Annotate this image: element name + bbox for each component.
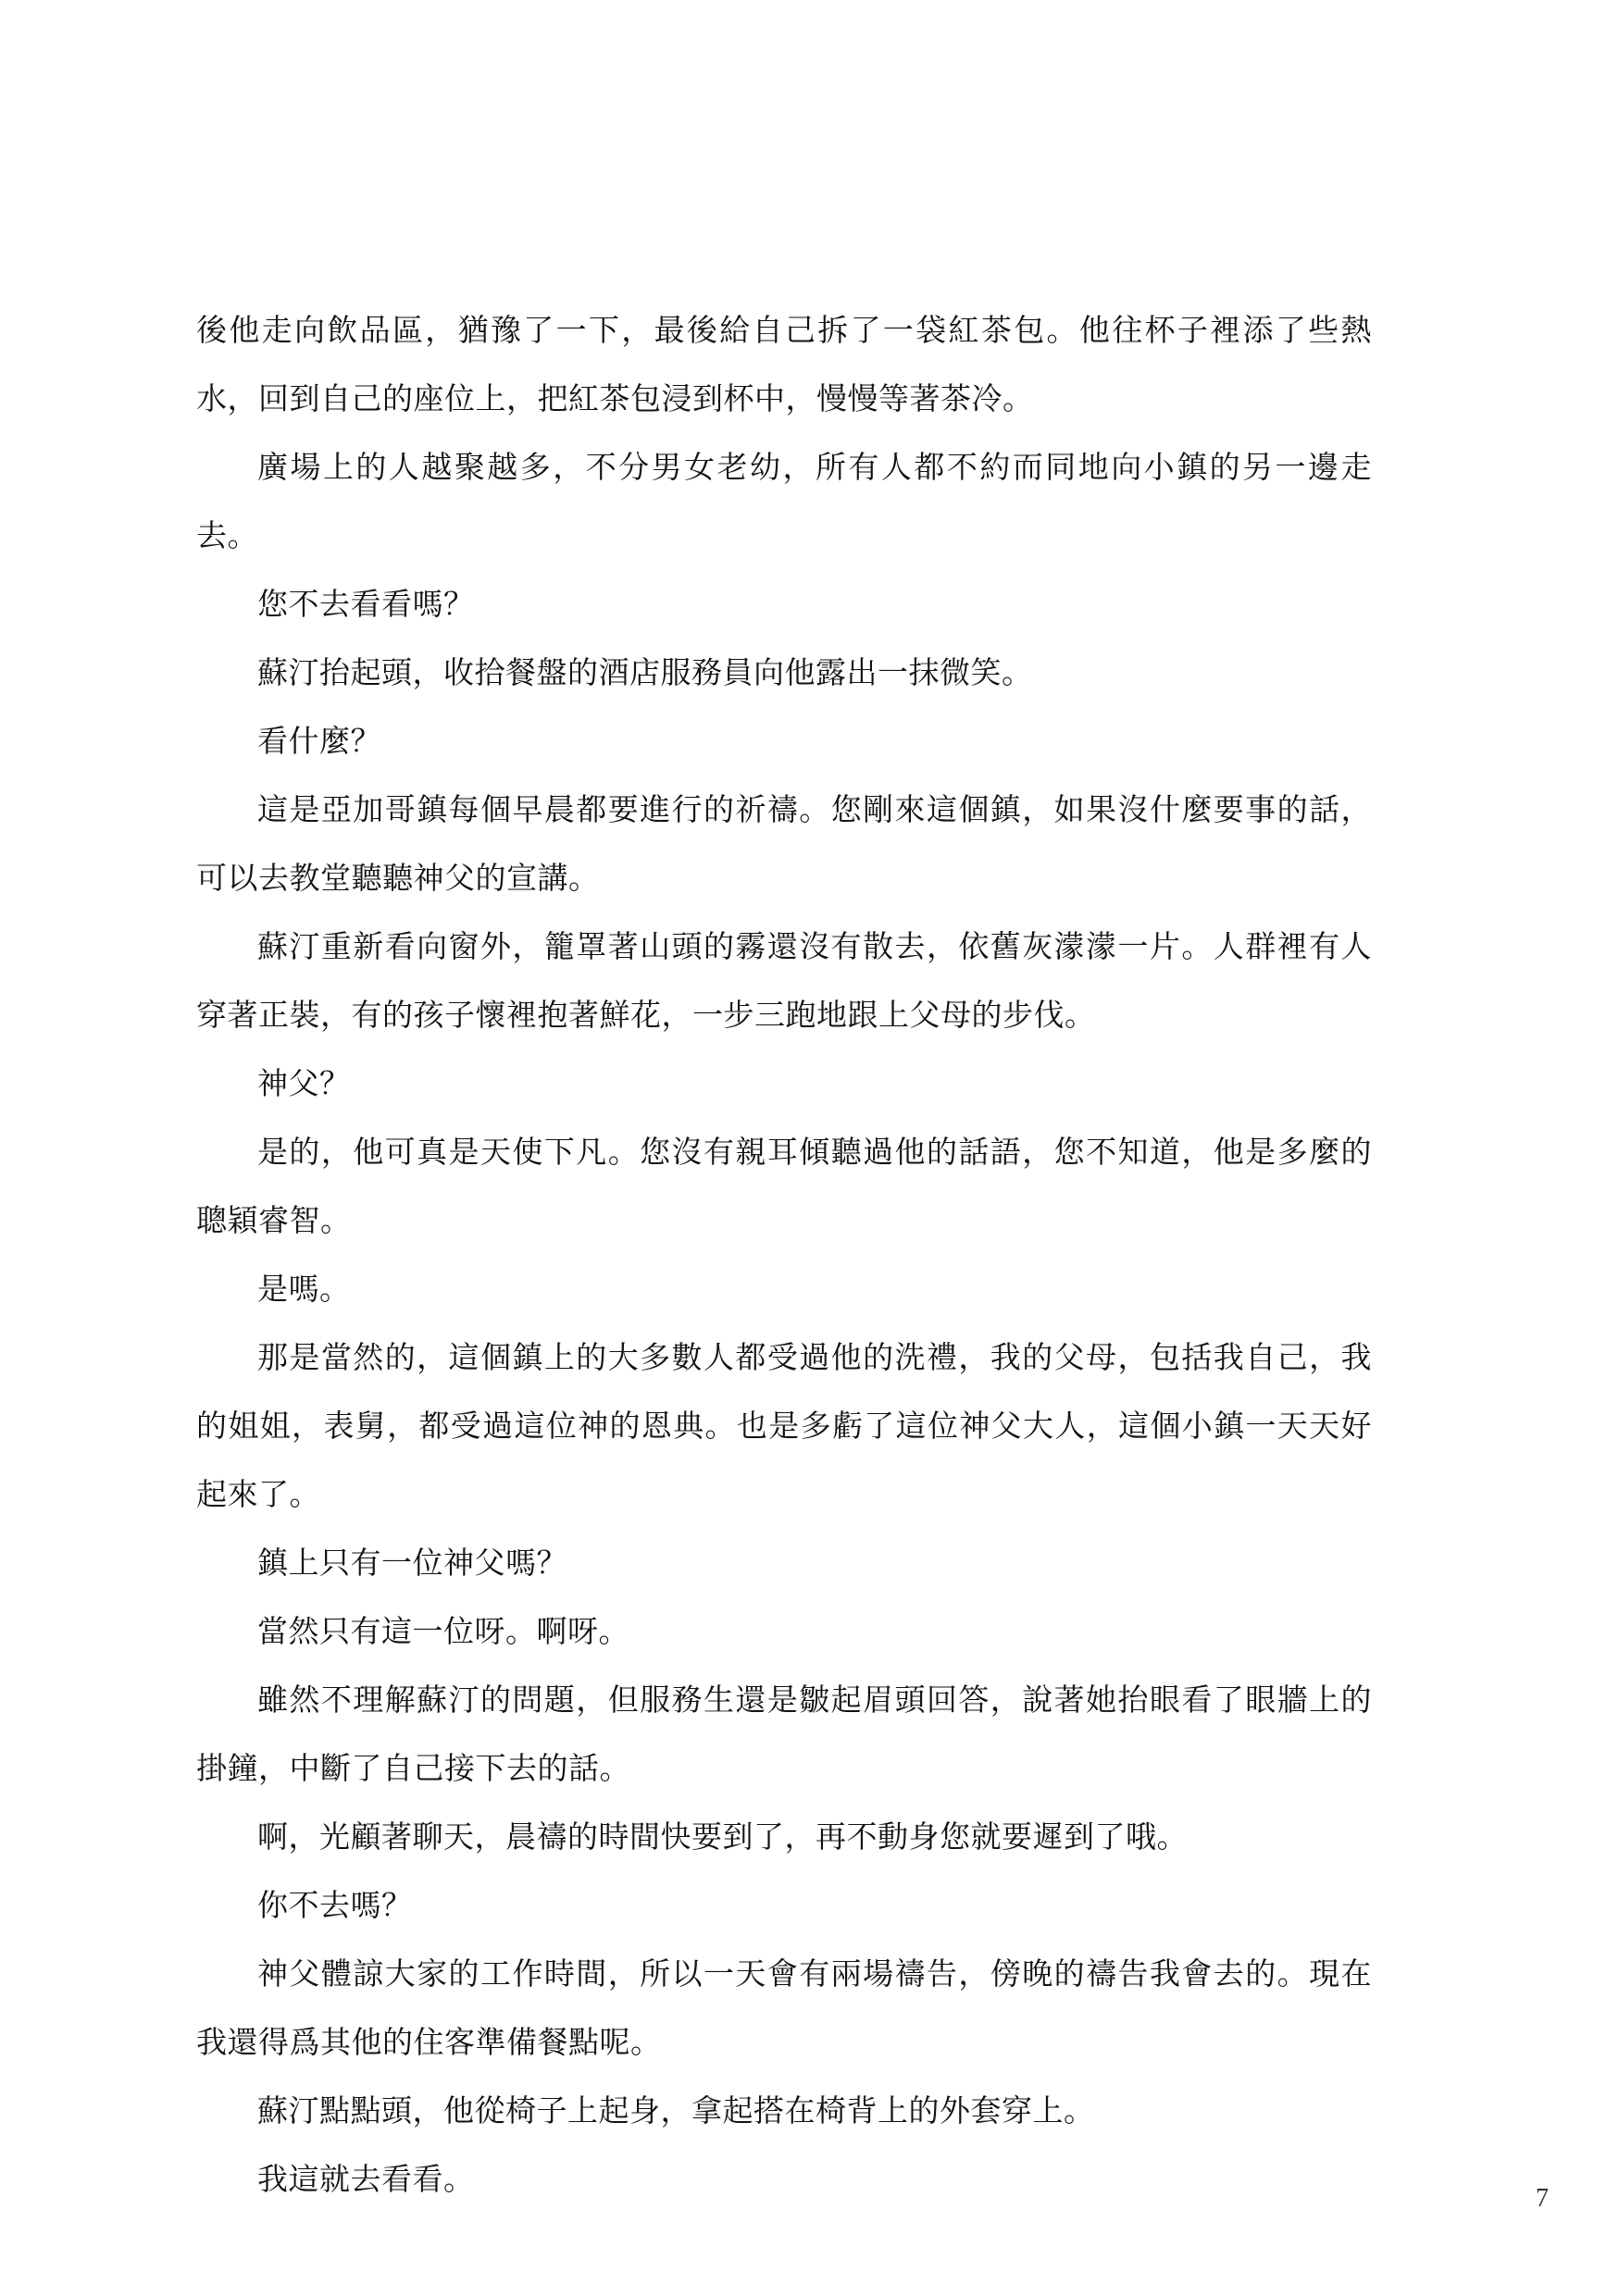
paragraph: 那是當然的，這個鎮上的大多數人都受過他的洗禮，我的父母，包括我自己，我的姐姐，表舅，都受過這位神的恩典。也是多虧了這位神父大人，這個小鎮一天天好起來了。: [196, 1339, 1372, 1512]
paragraph: 後他走向飲品區，猶豫了一下，最後給自己拆了一袋紅茶包。他往杯子裡添了些熱水，回到自己的座位上，把紅茶包浸到杯中，慢慢等著茶冷。: [196, 312, 1372, 416]
paragraph: 蘇汀點點頭，他從椅子上起身，拿起搭在椅背上的外套穿上。: [257, 2092, 1095, 2128]
paragraph: 我這就去看看。: [257, 2161, 475, 2197]
paragraph: 雖然不理解蘇汀的問題，但服務生還是皺起眉頭回答，說著她抬眼看了眼牆上的掛鐘，中斷了自己接下去的話。: [196, 1682, 1372, 1786]
page-number: 7: [1536, 2184, 1549, 2213]
paragraph: 你不去嗎？: [257, 1887, 413, 1923]
paragraph: 啊，光顧著聊天，晨禱的時間快要到了，再不動身您就要遲到了哦。: [257, 1818, 1188, 1855]
paragraph: 當然只有這一位呀。啊呀。: [257, 1613, 629, 1649]
page-body: [196, 296, 1372, 2214]
paragraph: 是嗎。: [257, 1271, 351, 1307]
paragraph: 是的，他可真是天使下凡。您沒有親耳傾聽過他的話語，您不知道，他是多麼的聰穎睿智。: [196, 1134, 1372, 1238]
paragraph: 廣場上的人越聚越多，不分男女老幼，所有人都不約而同地向小鎮的另一邊走去。: [196, 449, 1372, 553]
paragraph: 神父體諒大家的工作時間，所以一天會有兩場禱告，傍晚的禱告我會去的。現在我還得爲其他的住客準備餐點呢。: [196, 1955, 1372, 2060]
paragraph: 看什麼？: [257, 723, 381, 759]
paragraph: 蘇汀重新看向窗外，籠罩著山頭的霧還沒有散去，依舊灰濛濛一片。人群裡有人穿著正裝，有的孩子懷裡抱著鮮花，一步三跑地跟上父母的步伐。: [196, 928, 1372, 1033]
paragraph: 您不去看看嗎？: [257, 586, 475, 622]
paragraph: 鎮上只有一位神父嗎？: [257, 1545, 567, 1581]
paragraph: 蘇汀抬起頭，收拾餐盤的酒店服務員向他露出一抹微笑。: [257, 654, 1033, 690]
paragraph: 這是亞加哥鎮每個早晨都要進行的祈禱。您剛來這個鎮，如果沒什麼要事的話，可以去教堂聽聽神父的宣講。: [196, 791, 1372, 896]
paragraph: 神父？: [257, 1065, 351, 1101]
